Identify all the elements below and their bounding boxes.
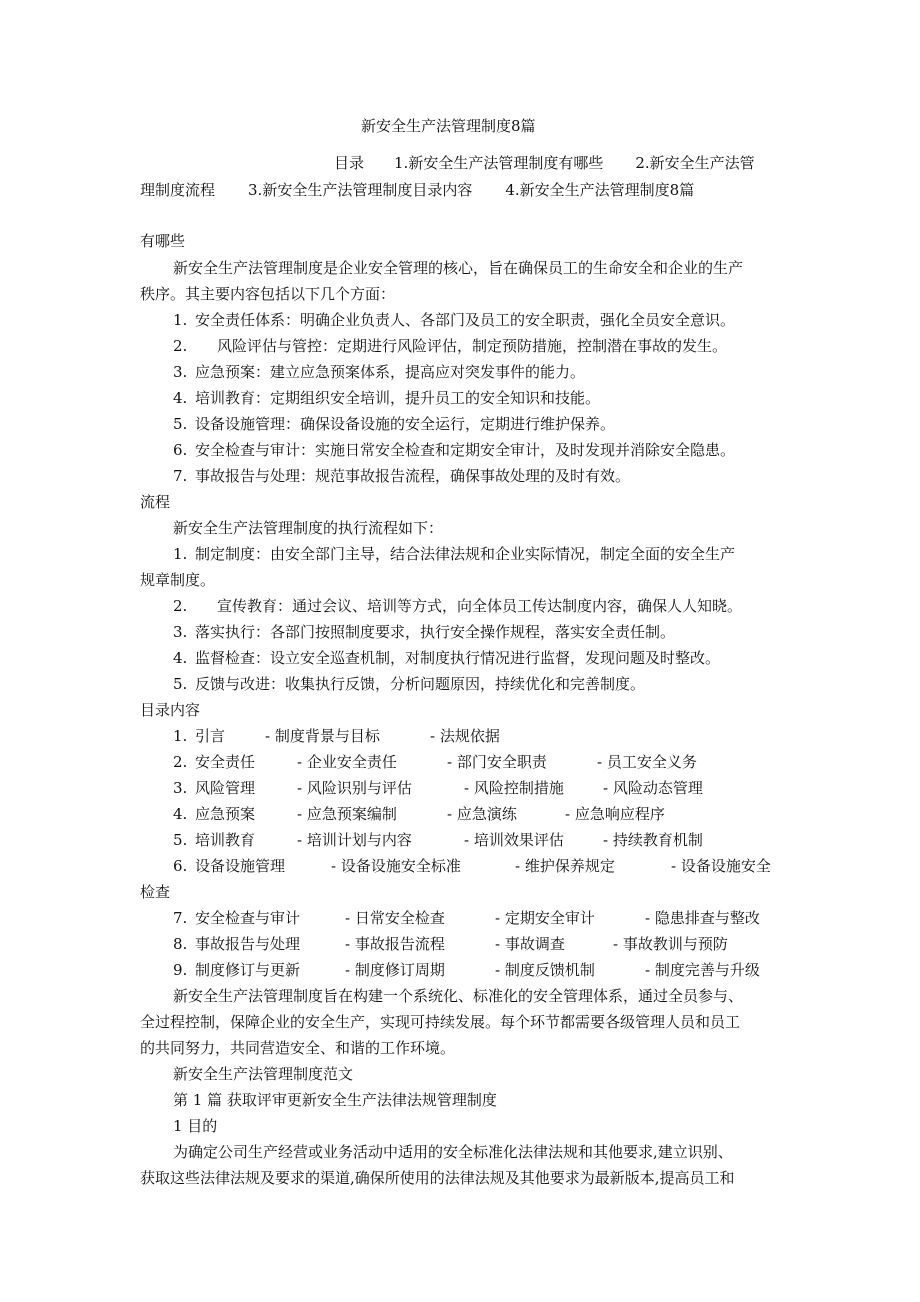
subsection-heading: 1 目的 bbox=[173, 1117, 218, 1135]
toc-entry[interactable]: 理制度流程 bbox=[140, 181, 216, 199]
list-item: 4. 培训教育：定期组织安全培训，提升员工的安全知识和技能。 bbox=[173, 389, 601, 407]
outline-row: 4. 应急预案 - 应急预案编制 - 应急演练 - 应急响应程序 bbox=[173, 805, 665, 823]
outline-row: 7. 安全检查与审计 - 日常安全检查 - 定期安全审计 - 隐患排查与整改 bbox=[173, 909, 760, 927]
outline-row: 6. 设备设施管理 - 设备设施安全标准 - 维护保养规定 - 设备设施安全 bbox=[173, 857, 771, 875]
list-item: 5. 反馈与改进：收集执行反馈，分析问题原因，持续优化和完善制度。 bbox=[173, 675, 646, 693]
paragraph-line: 的共同努力，共同营造安全、和谐的工作环境。 bbox=[140, 1039, 456, 1057]
list-item: 6. 安全检查与审计：实施日常安全检查和定期安全审计，及时发现并消除安全隐患。 bbox=[173, 441, 736, 459]
paragraph-line: 秩序。其主要内容包括以下几个方面： bbox=[140, 285, 396, 303]
section-heading: 有哪些 bbox=[140, 232, 186, 250]
page-title: 新安全生产法管理制度8篇 bbox=[361, 117, 536, 135]
outline-row: 1. 引言 - 制度背景与目标 - 法规依据 bbox=[173, 727, 500, 745]
toc-line-1 bbox=[334, 153, 755, 173]
toc-entry[interactable]: 1.新安全生产法管理制度有哪些 bbox=[394, 154, 604, 172]
list-item: 2. 宣传教育：通过会议、培训等方式，向全体员工传达制度内容，确保人人知晓。 bbox=[173, 597, 743, 615]
list-item-continuation: 规章制度。 bbox=[140, 571, 216, 589]
list-item: 4. 监督检查：设立安全巡查机制，对制度执行情况进行监督，发现问题及时整改。 bbox=[173, 649, 721, 667]
sample-title: 新安全生产法管理制度范文 bbox=[173, 1065, 354, 1083]
toc-entry[interactable]: 4.新安全生产法管理制度8篇 bbox=[505, 181, 695, 199]
list-item: 7. 事故报告与处理：规范事故报告流程，确保事故处理的及时有效。 bbox=[173, 467, 631, 485]
section-heading: 流程 bbox=[140, 493, 171, 511]
paragraph-line: 新安全生产法管理制度的执行流程如下： bbox=[173, 519, 444, 537]
outline-row: 9. 制度修订与更新 - 制度修订周期 - 制度反馈机制 - 制度完善与升级 bbox=[173, 961, 760, 979]
chapter-title: 第 1 篇 获取评审更新安全生产法律法规管理制度 bbox=[173, 1091, 497, 1109]
paragraph-line: 新安全生产法管理制度是企业安全管理的核心，旨在确保员工的生命安全和企业的生产 bbox=[173, 259, 744, 277]
paragraph-line: 为确定公司生产经营或业务活动中适用的安全标准化法律法规和其他要求,建立识别、 bbox=[173, 1143, 733, 1161]
list-item: 5. 设备设施管理：确保设备设施的安全运行，定期进行维护保养。 bbox=[173, 415, 616, 433]
paragraph-line: 全过程控制，保障企业的安全生产，实现可持续发展。每个环节都需要各级管理人员和员工 bbox=[140, 1013, 741, 1031]
outline-row: 2. 安全责任 - 企业安全责任 - 部门安全职责 - 员工安全义务 bbox=[173, 753, 697, 771]
paragraph-line: 新安全生产法管理制度旨在构建一个系统化、标准化的安全管理体系，通过全员参与、 bbox=[173, 987, 744, 1005]
list-item: 3. 应急预案：建立应急预案体系，提高应对突发事件的能力。 bbox=[173, 363, 586, 381]
outline-row: 3. 风险管理 - 风险识别与评估 - 风险控制措施 - 风险动态管理 bbox=[173, 779, 703, 797]
paragraph-line: 获取这些法律法规及要求的渠道,确保所使用的法律法规及其他要求为最新版本,提高员工和 bbox=[140, 1169, 735, 1187]
list-item: 1. 制定制度：由安全部门主导，结合法律法规和企业实际情况，制定全面的安全生产 bbox=[173, 545, 736, 563]
section-heading: 目录内容 bbox=[140, 701, 201, 719]
toc-label: 目录 bbox=[334, 154, 365, 172]
toc-entry[interactable]: 2.新安全生产法管 bbox=[635, 154, 755, 172]
list-item: 1. 安全责任体系：明确企业负责人、各部门及员工的安全职责，强化全员安全意识。 bbox=[173, 311, 736, 329]
toc-line-2 bbox=[140, 180, 694, 200]
outline-row: 8. 事故报告与处理 - 事故报告流程 - 事故调查 - 事故教训与预防 bbox=[173, 935, 728, 953]
outline-row: 5. 培训教育 - 培训计划与内容 - 培训效果评估 - 持续教育机制 bbox=[173, 831, 703, 849]
list-item: 3. 落实执行：各部门按照制度要求，执行安全操作规程，落实安全责任制。 bbox=[173, 623, 676, 641]
list-item: 2. 风险评估与管控：定期进行风险评估，制定预防措施，控制潜在事故的发生。 bbox=[173, 337, 728, 355]
outline-row-continuation: 检查 bbox=[140, 883, 171, 901]
toc-entry[interactable]: 3.新安全生产法管理制度目录内容 bbox=[248, 181, 473, 199]
